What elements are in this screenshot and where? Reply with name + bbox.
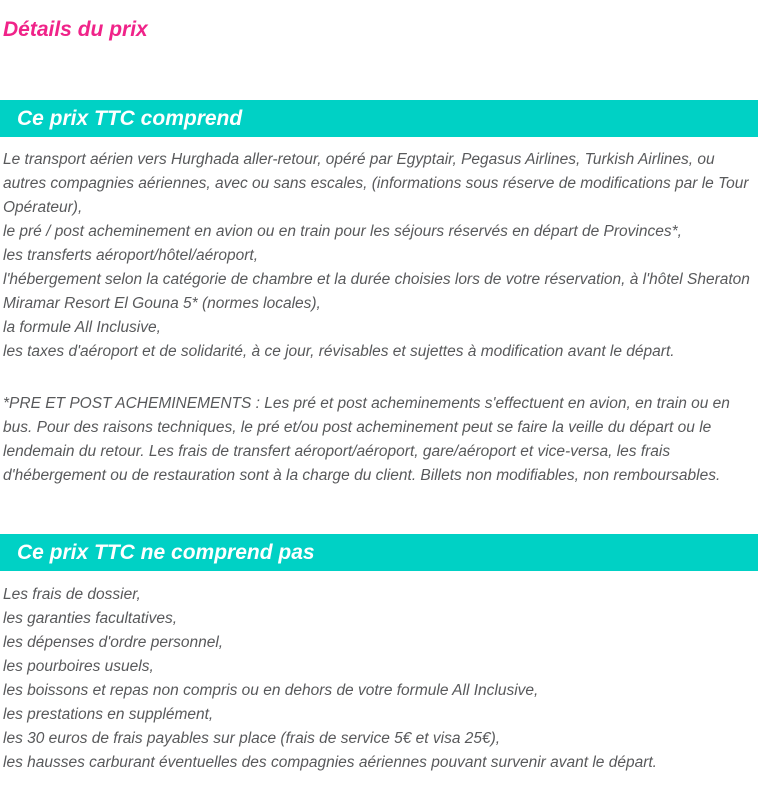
included-item: la formule All Inclusive, <box>3 319 161 336</box>
section-banner-not-included-label: Ce prix TTC ne comprend pas <box>17 540 315 564</box>
included-item: les taxes d'aéroport et de solidarité, à ce jour, révisables et sujettes à modification avant le départ. <box>3 343 675 360</box>
included-item: les transferts aéroport/hôtel/aéroport, <box>3 247 259 264</box>
not-included-item: Les frais de dossier, <box>3 586 141 603</box>
included-item: le pré / post acheminement en avion ou en train pour les séjours réservés en départ de Provinces*, <box>3 223 682 240</box>
not-included-item: les prestations en supplément, <box>3 706 214 723</box>
included-item: l'hébergement selon la catégorie de chambre et la durée choisies lors de votre réservation, à l'hôtel Sheraton Miramar Resort El Gouna 5* (normes locales), <box>3 271 750 312</box>
not-included-item: les hausses carburant éventuelles des compagnies aériennes pouvant survenir avant le départ. <box>3 754 657 771</box>
not-included-list <box>0 583 758 775</box>
section-banner-included-label: Ce prix TTC comprend <box>17 106 243 130</box>
not-included-item: les pourboires usuels, <box>3 658 154 675</box>
section-banner-included <box>0 100 758 137</box>
included-item: Le transport aérien vers Hurghada aller-retour, opéré par Egyptair, Pegasus Airlines, Turkish Airlines, ou autres compagnies aériennes, avec ou sans escales, (informations sous réserve de modifications par le Tour Opérateur), <box>3 151 749 216</box>
page-title: Détails du prix <box>3 18 148 41</box>
section-banner-not-included <box>0 534 758 571</box>
price-details-page <box>0 16 758 795</box>
not-included-item: les boissons et repas non compris ou en dehors de votre formule All Inclusive, <box>3 682 539 699</box>
not-included-item: les dépenses d'ordre personnel, <box>3 634 224 651</box>
pre-post-acheminements-note: *PRE ET POST ACHEMINEMENTS : Les pré et post acheminements s'effectuent en avion, en train ou en bus. Pour des raisons techniques, le pré et/ou post acheminement peut se faire la veille du départ ou le lendemain du retour. Les frais de transfert aéroport/aéroport, gare/aéroport et vice-versa, les frais d'hébergement ou de restauration sont à la charge du client. Billets non modifiables, non remboursables. <box>3 395 730 484</box>
included-list <box>0 148 758 364</box>
not-included-item: les garanties facultatives, <box>3 610 178 627</box>
not-included-item: les 30 euros de frais payables sur place (frais de service 5€ et visa 25€), <box>3 730 501 747</box>
